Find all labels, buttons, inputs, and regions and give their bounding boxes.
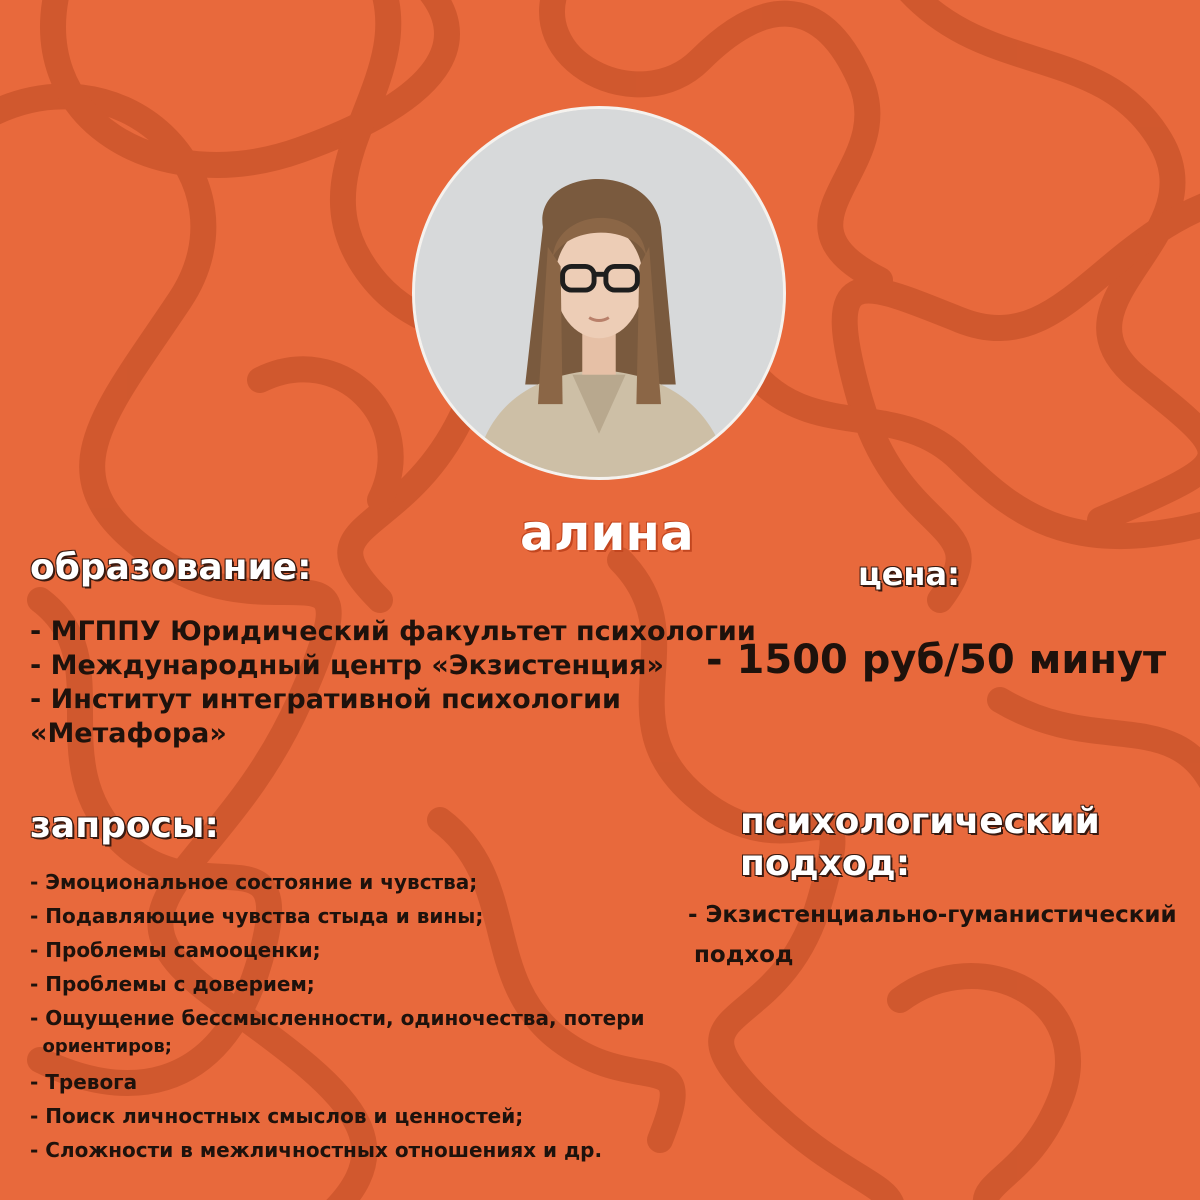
approach-heading-line1: психологический xyxy=(740,801,1100,842)
profile-name: алина xyxy=(520,504,694,562)
list-item: - Эмоциональное состояние и чувства; xyxy=(30,870,478,894)
list-item: - Поиск личностных смыслов и ценностей; xyxy=(30,1104,524,1128)
approach-text-line1: - Экзистенциально-гуманистический xyxy=(688,902,1177,928)
list-item: - Проблемы с доверием; xyxy=(30,972,315,996)
list-item: - Сложности в межличностных отношениях и др. xyxy=(30,1138,603,1162)
list-item: ориентиров; xyxy=(30,1036,172,1057)
list-item: - Институт интегративной психологии xyxy=(30,684,621,715)
requests-heading: запросы: xyxy=(30,805,219,846)
education-heading: образование: xyxy=(30,547,312,588)
list-item: - Международный центр «Экзистенция» xyxy=(30,650,664,681)
list-item: «Метафора» xyxy=(30,718,227,749)
price-value: - 1500 руб/50 минут xyxy=(706,637,1167,683)
portrait-photo xyxy=(415,109,783,477)
list-item: - Подавляющие чувства стыда и вины; xyxy=(30,904,484,928)
approach-heading-line2: подход: xyxy=(740,843,911,884)
approach-text-line2: подход xyxy=(694,942,794,968)
avatar xyxy=(412,106,786,480)
list-item: - МГППУ Юридический факультет психологии xyxy=(30,616,756,647)
list-item: - Ощущение бессмысленности, одиночества, потери xyxy=(30,1006,645,1030)
list-item: - Тревога xyxy=(30,1070,138,1094)
requests-list xyxy=(30,872,645,1174)
price-heading: цена: xyxy=(858,555,960,593)
list-item: - Проблемы самооценки; xyxy=(30,938,321,962)
education-list xyxy=(30,618,756,754)
